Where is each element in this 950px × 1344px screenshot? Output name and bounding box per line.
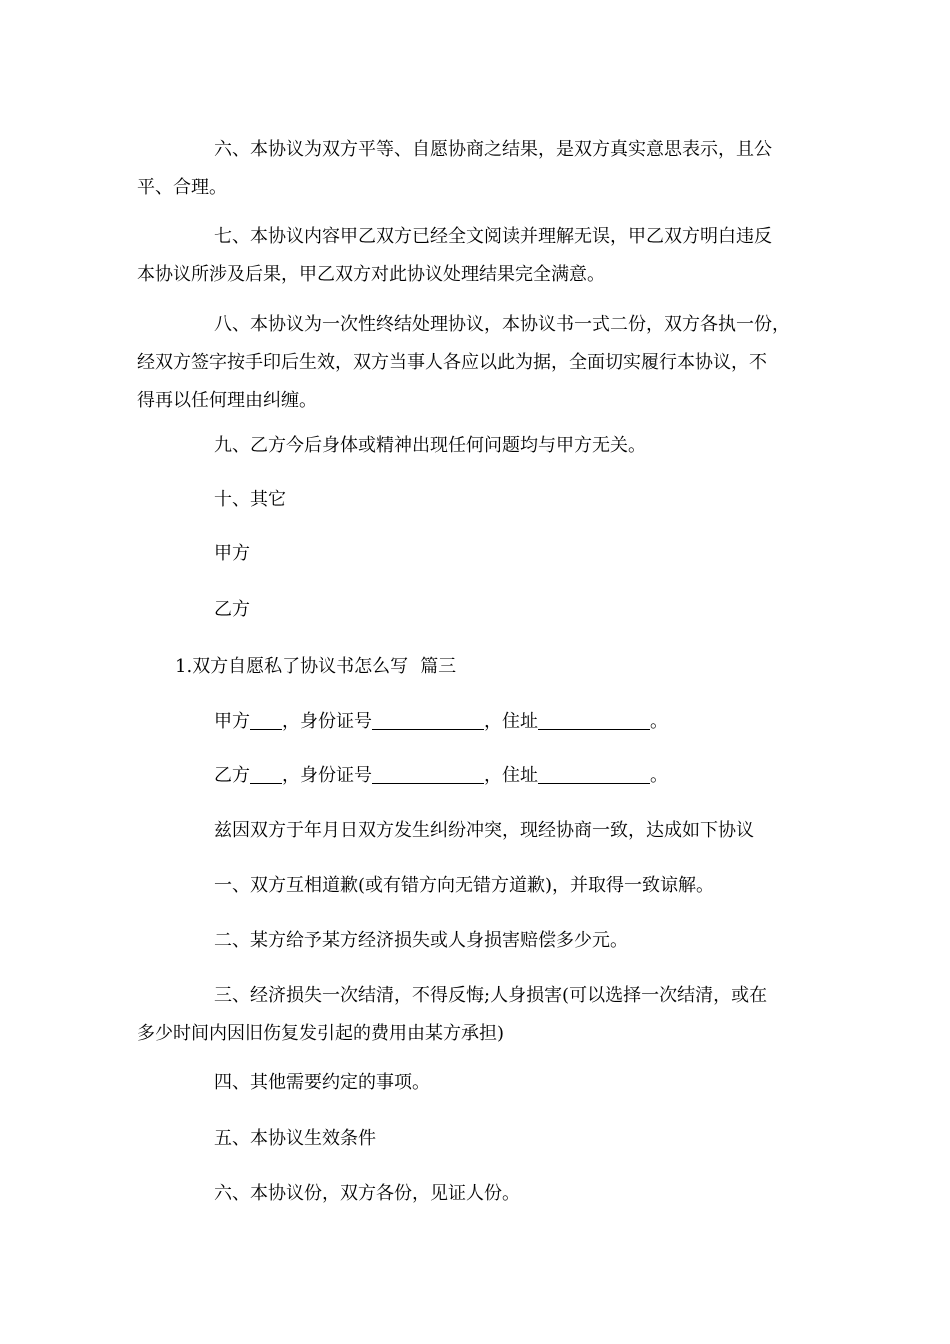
party-a-id-label: ，身份证号 [282, 711, 372, 732]
agreement-intro-text: 兹因双方于年月日双方发生纠纷冲突，现经协商一致，达成如下协议 [214, 820, 754, 841]
party-b-info [137, 757, 813, 795]
agreement-clause-1-text: 一、双方互相道歉(或有错方向无错方道歉)，并取得一致谅解。 [214, 875, 715, 896]
agreement-clause-4 [137, 1064, 813, 1102]
agreement-clause-2 [137, 922, 813, 960]
party-b-id-blank [372, 765, 484, 784]
section-heading [175, 648, 456, 686]
party-b-label: 乙方 [214, 599, 250, 620]
clause-ten-text: 十、其它 [214, 489, 286, 510]
party-b-address-label: ，住址 [484, 765, 538, 786]
clause-seven-line-1: 七、本协议内容甲乙双方已经全文阅读并理解无误，甲乙双方明白违反 [214, 226, 772, 247]
party-a-address-label: ，住址 [484, 711, 538, 732]
agreement-clause-6 [137, 1175, 813, 1213]
party-a-info-line [137, 703, 813, 741]
clause-eight-line-2: 经双方签字按手印后生效，双方当事人各应以此为据，全面切实履行本协议，不 [137, 352, 767, 373]
party-a-info [137, 703, 813, 741]
agreement-clause-6-text: 六、本协议份，双方各份，见证人份。 [214, 1183, 520, 1204]
party-a-info-label: 甲方 [214, 711, 250, 732]
party-b-name-blank [250, 765, 282, 784]
clause-nine [137, 427, 813, 465]
party-a-signature [137, 535, 813, 573]
agreement-clause-3 [137, 977, 813, 1053]
section-number: 1. [175, 656, 193, 677]
clause-six-line-2: 平、合理。 [137, 177, 227, 198]
agreement-clause-5-text: 五、本协议生效条件 [214, 1128, 376, 1149]
party-b-info-line [137, 757, 813, 795]
clause-eight-line-3: 得再以任何理由纠缠。 [137, 390, 317, 411]
party-a-label: 甲方 [214, 543, 250, 564]
party-a-end-mark: 。 [650, 711, 668, 732]
agreement-clause-4-text: 四、其他需要约定的事项。 [214, 1072, 430, 1093]
party-b-address-blank [538, 765, 650, 784]
section-part: 篇三 [420, 656, 457, 677]
party-b-signature [137, 591, 813, 629]
clause-seven [137, 218, 813, 294]
party-a-id-blank [372, 711, 484, 730]
party-a-address-blank [538, 711, 650, 730]
agreement-clause-5 [137, 1120, 813, 1158]
clause-eight [137, 306, 813, 420]
section-title: 双方自愿私了协议书怎么写 [192, 656, 409, 677]
clause-seven-line-2: 本协议所涉及后果，甲乙双方对此协议处理结果完全满意。 [137, 264, 605, 285]
clause-eight-line-1: 八、本协议为一次性终结处理协议，本协议书一式二份，双方各执一份， [214, 314, 790, 335]
party-b-id-label: ，身份证号 [282, 765, 372, 786]
party-b-end-mark: 。 [650, 765, 668, 786]
agreement-intro [137, 812, 813, 850]
agreement-clause-3-line-1: 三、经济损失一次结清，不得反悔;人身损害(可以选择一次结清，或在 [214, 985, 768, 1006]
party-a-name-blank [250, 711, 282, 730]
clause-ten [137, 481, 813, 519]
clause-six-line-1: 六、本协议为双方平等、自愿协商之结果，是双方真实意思表示，且公 [214, 139, 772, 160]
agreement-clause-1 [137, 867, 813, 905]
clause-six [137, 131, 813, 207]
agreement-clause-3-line-2: 多少时间内因旧伤复发引起的费用由某方承担) [137, 1023, 505, 1044]
clause-nine-text: 九、乙方今后身体或精神出现任何问题均与甲方无关。 [214, 435, 646, 456]
agreement-clause-2-text: 二、某方给予某方经济损失或人身损害赔偿多少元。 [214, 930, 628, 951]
party-b-info-label: 乙方 [214, 765, 250, 786]
